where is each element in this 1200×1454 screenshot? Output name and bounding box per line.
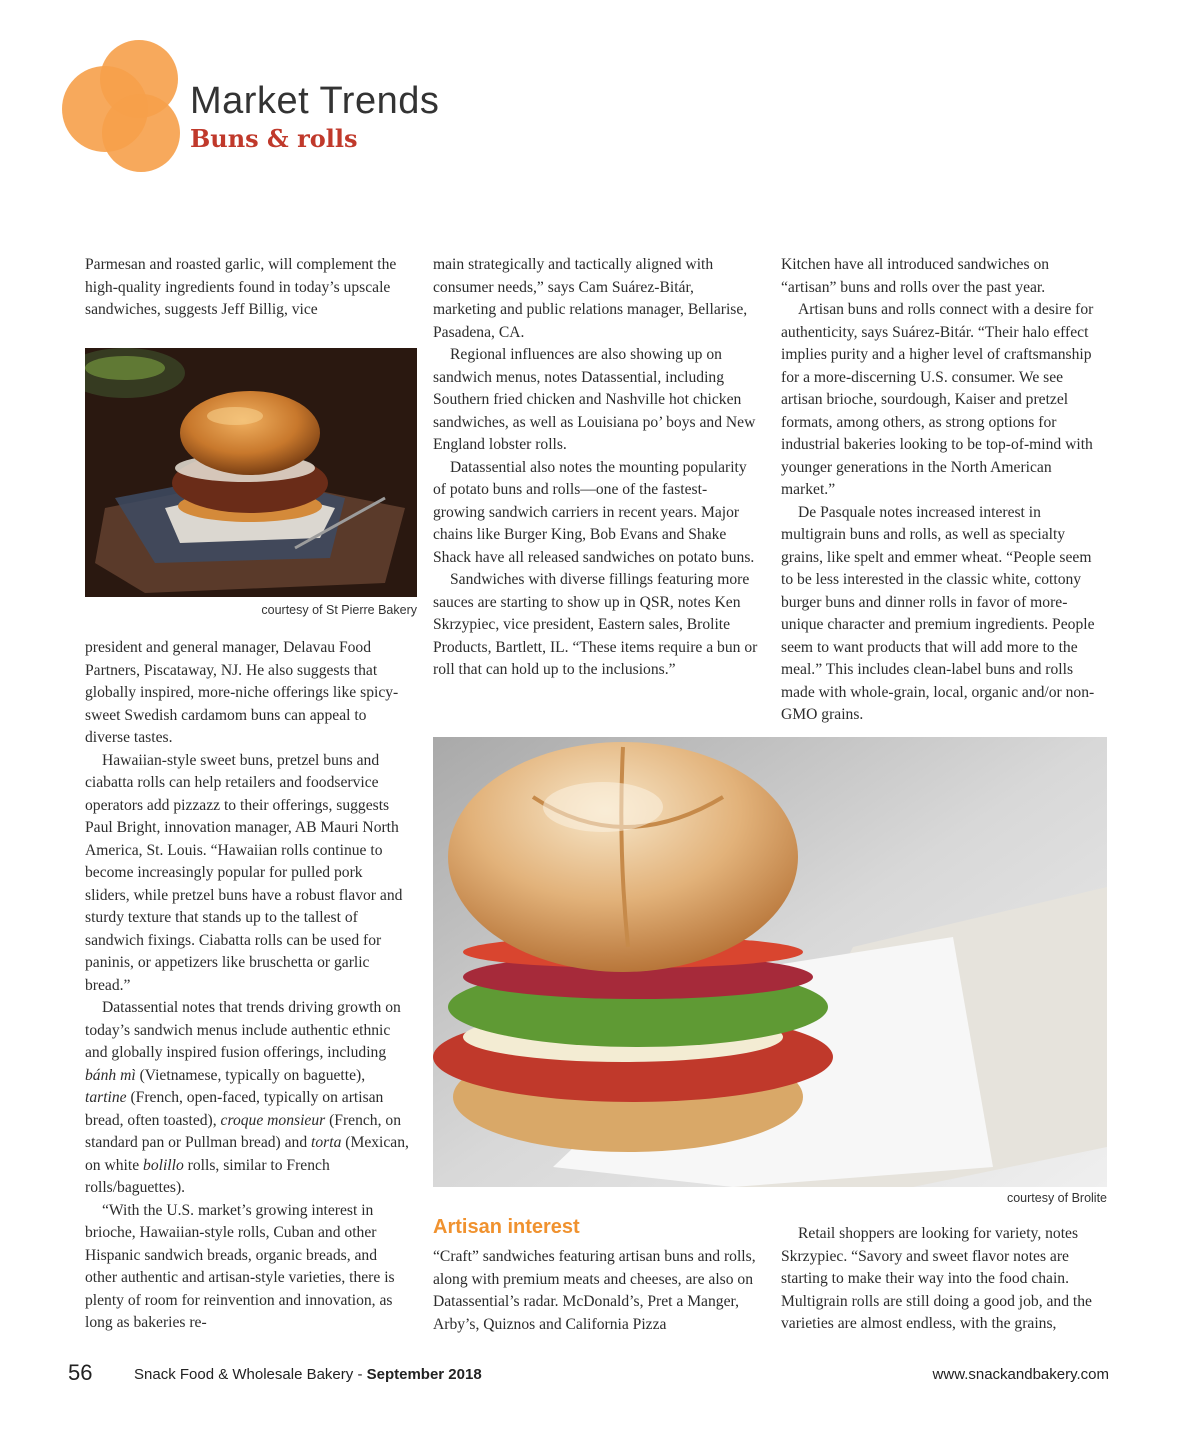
column3-bottom <box>781 1223 1106 1336</box>
logo-circle-bottom <box>102 94 180 172</box>
paragraph: Retail shoppers are looking for variety, notes Skrzypiec. “Savory and sweet flavor notes are starting to make their way into the food chain. Multigrain rolls are still doing a good job, and the varieties are almost endless, with the grains, <box>781 1225 1092 1332</box>
publication-date: September 2018 <box>366 1366 482 1383</box>
photo2-credit: courtesy of Brolite <box>1006 1191 1107 1205</box>
salami-sandwich-photo <box>433 737 1107 1187</box>
paragraph: Artisan buns and rolls connect with a desire for authenticity, says Suárez-Bitár. “Their halo effect implies purity and a higher level of craftsmanship for a more-discerning U.S. consumer. We see artisan brioche, sourdough, Kaiser and pretzel formats, among others, as strong options for industrial bakeries looking to be top-of-mind with younger generations in the North American market.” <box>781 301 1094 498</box>
paragraph: Datassential notes that trends driving growth on today’s sandwich menus include authentic ethnic and globally inspired fusion offerings, including bánh mì (Vietnamese, typically on baguette), tartine (French, open-faced, typically on artisan bread, often toasted), croque monsieur (French, on standard pan or Pullman bread) and torta (Mexican, on white bolillo rolls, similar to French rolls/baguettes). <box>85 999 409 1196</box>
paragraph: Hawaiian-style sweet buns, pretzel buns and ciabatta rolls can help retailers and foodservice operators add pizzazz to their offerings, suggests Paul Bright, innovation manager, AB Mauri North America, St. Louis. “Hawaiian rolls continue to become increasingly popular for pulled pork sliders, while pretzel buns have a robust flavor and sturdy texture that stands up to the tallest of sandwich fixings. Ciabatta rolls can be used for paninis, or appetizers like bruschetta or garlic bread.” <box>85 751 403 994</box>
paragraph: Regional influences are also showing up on sandwich menus, notes Datassential, including Southern fried chicken and Nashville hot chicken sandwiches, as well as Louisiana po’ boys and New England lobster rolls. <box>433 346 756 453</box>
paragraph: Parmesan and roasted garlic, will complement the high-quality ingredients found in today’s upscale sandwiches, suggests Jeff Billig, vice <box>85 256 397 318</box>
column3-top <box>781 254 1106 727</box>
pulled-pork-sandwich-photo <box>85 348 417 597</box>
paragraph: main strategically and tactically aligned with consumer needs,” says Cam Suárez-Bitár, marketing and public relations manager, Bellarise, Pasadena, CA. <box>433 256 748 341</box>
section-title: Market Trends <box>190 80 440 122</box>
paragraph: “With the U.S. market’s growing interest in brioche, Hawaiian-style rolls, Cuban and other Hispanic sandwich breads, organic breads, and other authentic and artisan-style varieties, there is plenty of room for reinvention and innovation, as long as bakeries re- <box>85 1201 395 1331</box>
artisan-interest-subhead: Artisan interest <box>433 1216 580 1238</box>
page-number: 56 <box>68 1360 93 1385</box>
column1-top <box>85 254 397 322</box>
photo1-credit: courtesy of St Pierre Bakery <box>261 603 417 617</box>
publication-title: Snack Food & Wholesale Bakery - <box>134 1366 367 1383</box>
paragraph: De Pasquale notes increased interest in multigrain buns and rolls, as well as specialty grains, like spelt and emmer wheat. “People seem to be less interested in the classic white, cottony burger buns and dinner rolls in favor of more-unique character and premium ingredients. People seem to want products that will add more to the meal.” This includes clean-label buns and rolls made with whole-grain, local, organic and/or non-GMO grains. <box>781 503 1095 723</box>
publication-name <box>134 1366 482 1383</box>
paragraph: Kitchen have all introduced sandwiches on “artisan” buns and rolls over the past year. <box>781 256 1050 296</box>
section-subtitle: Buns & rolls <box>190 124 358 153</box>
column2-top <box>433 254 758 682</box>
website-url: www.snackandbakery.com <box>932 1366 1109 1383</box>
paragraph: Datassential also notes the mounting popularity of potato buns and rolls—one of the fastest-growing sandwich carriers in recent years. Major chains like Burger King, Bob Evans and Shake Shack have all released sandwiches on potato buns. <box>433 458 755 566</box>
section-logo-circles <box>58 38 188 178</box>
paragraph: Sandwiches with diverse fillings featuring more sauces are starting to show up in QSR, notes Ken Skrzypiec, vice president, Eastern sales, Brolite Products, Bartlett, IL. “These items require a bun or roll that can hold up to the inclusions.” <box>433 571 758 678</box>
paragraph: “Craft” sandwiches featuring artisan buns and rolls, along with premium meats and cheeses, are also on Datassential’s radar. McDonald’s, Pret a Manger, Arby’s, Quiznos and California Pizza <box>433 1248 756 1333</box>
column2-bottom <box>433 1246 758 1336</box>
paragraph: president and general manager, Delavau Food Partners, Piscataway, NJ. He also suggests that globally inspired, more-niche offerings like spicy-sweet Swedish cardamom buns can appeal to diverse tastes. <box>85 639 399 746</box>
column1-body <box>85 637 410 1335</box>
